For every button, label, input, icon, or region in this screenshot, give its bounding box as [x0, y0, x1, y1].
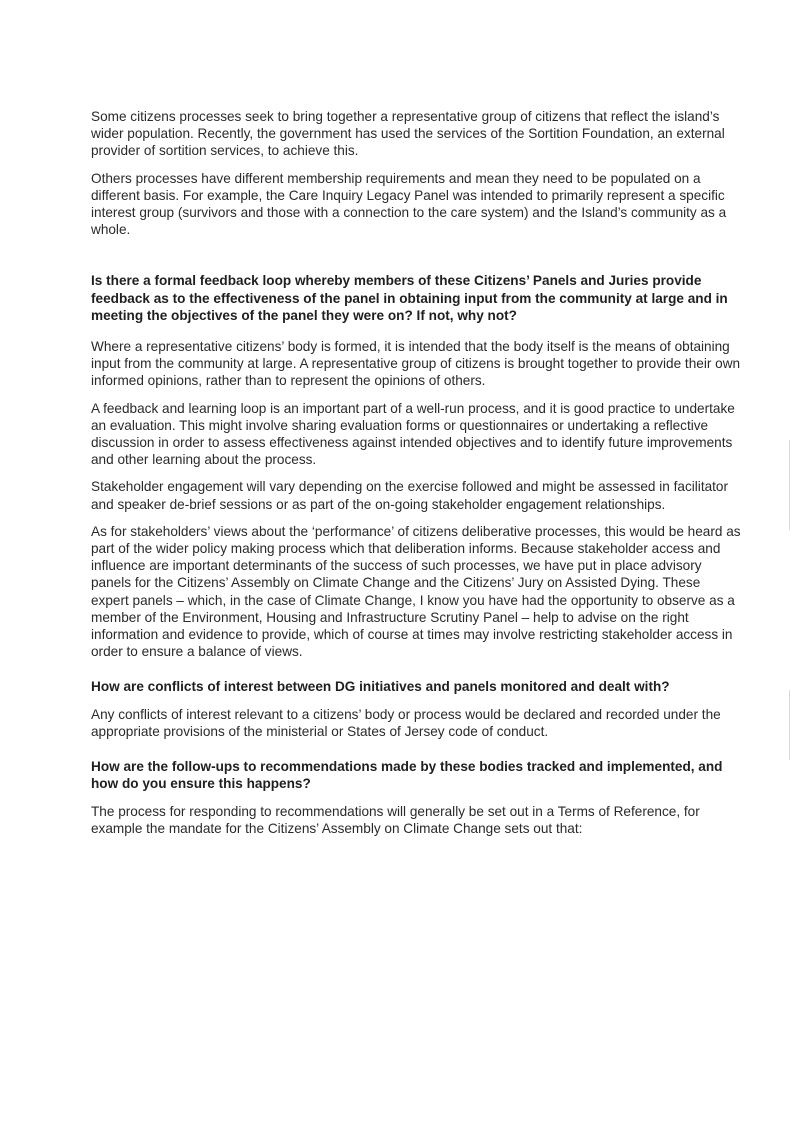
scan-edge-mark — [789, 690, 790, 760]
paragraph-membership-requirements: Others processes have different membership requirements and mean they need to be populated on a different basis. For example, the Care Inquiry Legacy Panel was intended to primarily represent a specific interest group (survivors and those with a connection to the care system) and the Island’s community as a whole. — [91, 170, 727, 238]
paragraph-stakeholder-views: As for stakeholders’ views about the ‘performance’ of citizens deliberative processes, this would be heard as part of the wider policy making process which that deliberation informs. Because stakeholder access and influence are important determinants of the success of such processes, we have put in place advisory panels for the Citizens’ Assembly on Climate Change and the Citizens’ Jury on Assisted Dying. These expert panels – which, in the case of Climate Change, I know you have had the opportunity to observe as a member of the Environment, Housing and Infrastructure Scrutiny Panel – help to advise on the right information and evidence to provide, which of course at times may involve restricting stakeholder access in order to ensure a balance of views. — [91, 523, 741, 660]
paragraph-conflicts-declared: Any conflicts of interest relevant to a citizens’ body or process would be declared and recorded under the appropriate provisions of the ministerial or States of Jersey code of conduct. — [91, 706, 721, 739]
paragraph-representative-group: Some citizens processes seek to bring together a representative group of citizens that reflect the island’s wider population. Recently, the government has used the services of the Sortition Foundation, an external provider of sortition services, to achieve this. — [91, 109, 725, 159]
paragraph-representative-body: Where a representative citizens’ body is formed, it is intended that the body itself is the means of obtaining input from the community at large. A representative group of citizens is brought together to provide their own informed opinions, rather than to represent the opinions of others. — [91, 339, 741, 389]
paragraph-terms-of-reference: The process for responding to recommendations will generally be set out in a Terms of Reference, for example the mandate for the Citizens’ Assembly on Climate Change sets out that: — [91, 803, 700, 836]
question-conflicts-of-interest: How are conflicts of interest between DG initiatives and panels monitored and dealt with? — [91, 679, 670, 695]
question-follow-ups: How are the follow-ups to recommendations made by these bodies tracked and implemented, and how do you ensure this happens? — [91, 759, 723, 792]
paragraph-feedback-learning-loop: A feedback and learning loop is an important part of a well-run process, and it is good practice to undertake an evaluation. This might involve sharing evaluation forms or questionnaires or undertaking a reflective discussion in order to assess effectiveness against intended objectives and to identify future improvements and other learning about the process. — [91, 400, 735, 468]
scan-edge-mark — [789, 440, 790, 530]
paragraph-stakeholder-engagement: Stakeholder engagement will vary depending on the exercise followed and might be assessed in facilitator and speaker de-brief sessions or as part of the on-going stakeholder engagement relationships. — [91, 479, 729, 512]
document-page — [91, 108, 741, 847]
question-feedback-loop: Is there a formal feedback loop whereby members of these Citizens’ Panels and Juries provide feedback as to the effectiveness of the panel in obtaining input from the community at large and in meeting the objectives of the panel they were on? If not, why not? — [91, 273, 728, 323]
